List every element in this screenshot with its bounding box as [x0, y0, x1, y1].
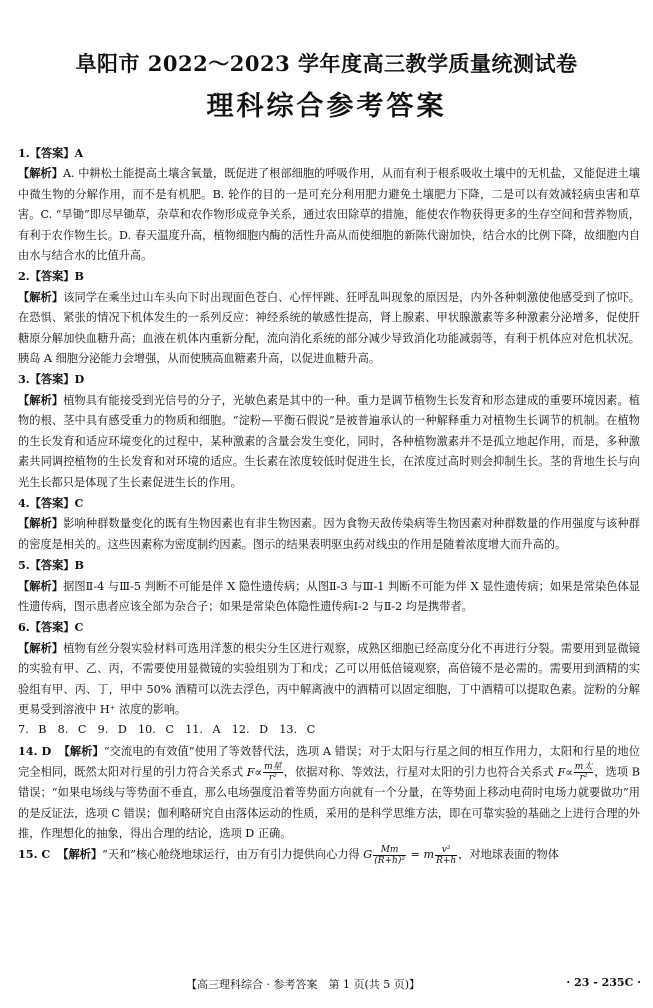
question-header: 4.【答案】C	[18, 495, 84, 510]
question-15: 15. C 【解析】“天和”核心舱绕地球运行，由万有引力提供向心力得 G $\frac{Mm}{\text{(R+h)²}}$ = m $\frac{\text{v²}}{R+h}$ ，对地球表面的物体	[18, 844, 559, 866]
question-header: 5.【答案】B	[18, 558, 84, 573]
footer-page-info: 【高三理科综合 · 参考答案 第 1 页(共 5 页)】	[186, 978, 421, 991]
formula: F∝ $\frac{\text{m太}}{\text{r²}}$	[557, 762, 593, 784]
question-14: 14. D 【解析】“交流电的有效值”使用了等效替代法，选项 A 错误；对于太阳与行星之间的相互作用力，太阳和行星的地位完全相同，既然太阳对行星的引力符合关系式 F∝ $\frac{\text{m星}}{\text{r²}}$ ，依据对称、等效法，行星对太阳的引力也符合关系式 F∝ $\frac{\text{m太}}{\text{r²}}$ ，选项 B 错误；“如果电场线与等势面不垂直，那么电场强度沿着等势面方向就有一个分量，在等势面上移动电荷时电场力就要做功”用的是反证法，选项 C 错误；伽利略研究自由落体运动的性质，采用的是科学思维方法，即在可靠实验的基础之上进行合理的外推，作理想化的抽象，得出合理的结论，选项 D 正确。	[18, 743, 641, 840]
question-1	[18, 143, 640, 266]
question-explanation: 【解析】该同学在乘坐过山车头向下时出现面色苍白、心怦怦跳、狂呼乱叫现象的原因是，内外各种刺激使他感受到了惊吓。在恐惧、紧张的情况下机体发生的一系列反应：神经系统的敏感性提高，肾上腺素、甲状腺激素等多种激素分泌增多，促使肝糖原分解加快血糖升高；血液在机体内重新分配，流向消化系统的部分减少导致消化功能减弱等，有利于机体应对危机状况。胰岛 A 细胞分泌能力会增强，从而使胰高血糖素升高，以促进血糖升高。	[18, 289, 640, 366]
question-6	[18, 617, 640, 720]
question-explanation: 【解析】植物具有能接受到光信号的分子，光敏色素是其中的一种。重力是调节植物生长发育和形态建成的重要环境因素。植物的根、茎中具有感受重力的物质和细胞。“淀粉—平衡石假说”是被普遍承认的一种解释重力对植物生长调节的机制。在植物的生长发育和适应环境变化的过程中，某种激素的含量会发生变化，同时，各种植物激素并不是孤立地起作用，而是，多种激素共同调控植物的生长发育和对环境的适应。生长素在浓度较低时促进生长，在浓度过高时则会抑制生长。茎的背地生长与向光生长都只是体现了生长素促进生长的作用。	[18, 392, 640, 489]
question-header: 1.【答案】A	[18, 146, 84, 160]
question-explanation: 【解析】植物有丝分裂实验材料可选用洋葱的根尖分生区进行观察，成熟区细胞已经高度分化不再进行分裂。需要用到显微镜的实验有甲、乙、丙，不需要使用显微镜的实验组别为丁和戊；乙可以用低倍镜观察，高倍镜不是必需的。需要用到酒精的实验组有甲、丙、丁，甲中 50% 酒精可以洗去浮色，丙中解离液中的酒精可以固定细胞，丁中酒精可以提取色素。淀粉的分解更易受到溶液中 H⁺ 浓度的影响。	[18, 640, 640, 716]
multiple-choice-answers: 7. B 8. C 9. D 10. C 11. A 12. D 13. C	[18, 723, 316, 737]
formula: G $\frac{Mm}{\text{(R+h)²}}$ = m $\frac{\text{v²}}{R+h}$	[363, 844, 457, 866]
formula: F∝ $\frac{\text{m星}}{\text{r²}}$	[246, 762, 282, 784]
question-header: 6.【答案】C	[18, 620, 84, 635]
footer-code: · 23 - 235C ·	[566, 976, 641, 989]
question-explanation: 【解析】影响种群数量变化的既有生物因素也有非生物因素。因为食物天敌传染病等生物因素对种群数量的作用强度与该种群的密度是相关的。这些因素称为密度制约因素。图示的结果表明驱虫药对线虫的作用是随着浓度增大而升高的。	[18, 516, 640, 551]
question-explanation: 【解析】A. 中耕松土能提高土壤含氧量，既促进了根部细胞的呼吸作用，从而有利于根系吸收土壤中的无机盐，又能促进土壤中微生物的分解作用，而不是有机肥。B. 轮作的目的一是可充分利用肥力避免土壤肥力下降，二是可以有效减轻病虫害和草害。C. “旱锄”即尽早锄草，杂草和农作物形成竞争关系，通过农田除草的措施，能使农作物获得更多的生存空间和营养物质，有利于农作物生长。D. 春天温度升高，植物细胞内酶的活性升高从而使细胞的新陈代谢加快，结合水的比例下降，故细胞内自由水与结合水的比值升高。	[18, 166, 640, 263]
page-title: 阜阳市 2022～2023 学年度高三教学质量统测试卷	[75, 51, 578, 76]
answer-content	[18, 143, 640, 866]
question-3	[18, 369, 640, 492]
question-explanation: 【解析】据图Ⅱ-4 与Ⅲ-5 判断不可能是伴 X 隐性遗传病；从图Ⅱ-3 与Ⅲ-1 判断不可能为伴 X 显性遗传病；如果是常染色体显性遗传病，图示患者应该全部为杂合子；如果是常染色体隐性遗传病Ⅰ-2 与Ⅱ-2 均是携带者。	[18, 578, 640, 613]
question-2	[18, 266, 640, 369]
question-header: 3.【答案】D	[18, 372, 85, 387]
page-subtitle: 理科综合参考答案	[206, 91, 447, 122]
question-4	[18, 493, 640, 555]
question-5	[18, 555, 640, 617]
question-header: 2.【答案】B	[18, 269, 84, 284]
